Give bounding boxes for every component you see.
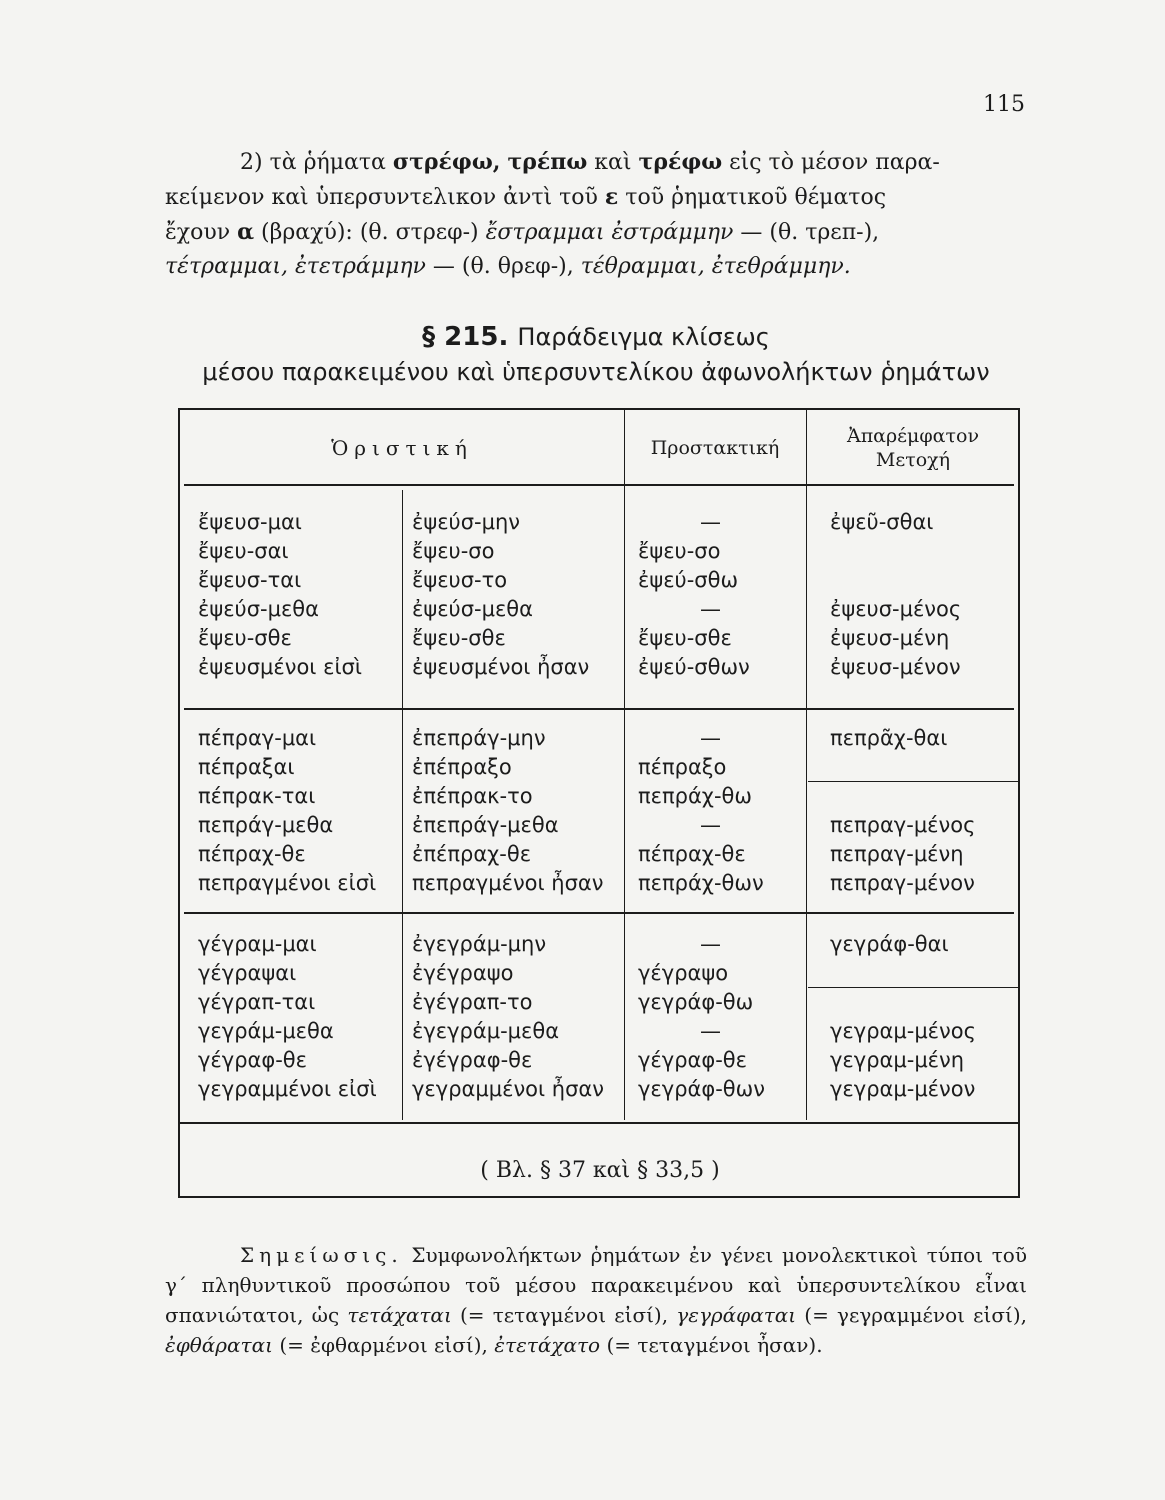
note-label: Σημείωσις.	[240, 1243, 403, 1267]
letter-epsilon: ε	[604, 184, 619, 210]
perfect-column	[198, 724, 376, 898]
intro-text: — (θ. θρεφ-),	[425, 254, 581, 279]
intro-text: (βραχύ): (θ. στρεφ-)	[254, 220, 486, 245]
section-title: Παράδειγμα κλίσεως	[517, 323, 770, 351]
table-cell: ἐπέπρακ-το	[412, 784, 533, 808]
note-paragraph	[165, 1240, 1027, 1360]
table-cell: γεγράμ-μεθα	[198, 1019, 334, 1043]
section-number: § 215.	[422, 322, 509, 352]
header-infinitive: Ἀπαρέμφατον	[846, 425, 980, 447]
table-cell: πεπραγμένοι ἦσαν	[412, 871, 604, 895]
table-cell: ἐψευσμένοι ἦσαν	[412, 655, 590, 679]
table-cell: ἔψευ-σθε	[412, 626, 506, 650]
table-cell: ἐψευσ-μένη	[830, 626, 950, 650]
note-example: ἐφθάραται	[165, 1333, 273, 1357]
infinitive-participle-column	[830, 724, 975, 898]
table-cell: πεπράγ-μεθα	[198, 813, 334, 837]
table-bottom-divider	[180, 1122, 1018, 1124]
table-cell: ἐπεπράγ-μην	[412, 726, 546, 750]
intro-text: κείμενον καὶ ὑπερσυντελικον ἀντὶ τοῦ	[165, 185, 605, 210]
page-number: 115	[983, 92, 1025, 117]
verb-trepo: τρέπω	[507, 149, 588, 175]
table-cell: ἐπέπραχ-θε	[412, 842, 532, 866]
table-cell: γεγραμμένοι ἦσαν	[412, 1077, 605, 1101]
table-reference: ( Βλ. § 37 καὶ § 33,5 )	[480, 1158, 720, 1183]
conjugation-table	[178, 408, 1020, 1198]
table-cell: πέπραχ-θε	[638, 842, 746, 866]
table-cell: ἐπέπραξο	[412, 755, 512, 779]
table-cell: ἐγέγραψο	[412, 961, 514, 985]
note-example: γεγράφαται	[676, 1303, 797, 1327]
block-divider	[184, 912, 1014, 914]
table-block-prasso	[180, 716, 1020, 912]
table-cell: ἐγεγράμ-μην	[412, 932, 547, 956]
table-cell: ἔψευ-σο	[412, 539, 495, 563]
header-participle: Μετοχή	[875, 449, 951, 471]
table-cell: ἐψεύσ-μην	[412, 510, 520, 534]
note-gloss: (= ἐφθαρμένοι εἰσί),	[272, 1333, 495, 1357]
table-cell: πέπρακ-ται	[198, 784, 316, 808]
block-divider	[184, 708, 1014, 710]
header-imperative: Προστακτική	[650, 437, 780, 459]
table-cell: ἐψεύ-σθων	[638, 655, 750, 679]
infinitive-participle-column	[830, 930, 976, 1104]
table-cell: ἔψευ-σθε	[638, 626, 732, 650]
section-subtitle: μέσου παρακειμένου καὶ ὑπερσυντελίκου ἀφωνολήκτων ῥημάτων	[202, 358, 990, 386]
table-cell: πέπραξαι	[198, 755, 295, 779]
table-cell: ἐψευσ-μένον	[830, 655, 961, 679]
header-infinitive-participle	[806, 410, 1020, 486]
table-cell: —	[700, 597, 721, 621]
header-indicative: Ὁριστική	[331, 436, 473, 460]
imperative-column	[638, 930, 765, 1104]
table-cell: ἔψευ-σο	[638, 539, 721, 563]
table-cell: —	[700, 932, 721, 956]
table-cell: ἐψευσμένοι εἰσὶ	[198, 655, 362, 679]
section-heading	[165, 318, 1027, 388]
table-cell: γέγραφ-θε	[638, 1048, 748, 1072]
table-cell: γεγραμ-μένος	[830, 1019, 976, 1043]
table-block-grapho	[180, 922, 1020, 1118]
note-gloss: (= τεταγμένοι ἦσαν).	[600, 1333, 823, 1357]
table-cell: ἐψευσ-μένος	[830, 597, 962, 621]
table-cell: πεπραγμένοι εἰσὶ	[198, 871, 377, 895]
infinitive-divider	[808, 781, 1020, 782]
pluperfect-column	[412, 508, 589, 682]
table-cell: ἔψευ-σθε	[198, 626, 292, 650]
note-gloss: (= γεγραμμένοι εἰσί),	[796, 1303, 1028, 1327]
note-example: ἐτετάχατο	[494, 1333, 601, 1357]
letter-alpha: α	[237, 219, 255, 245]
table-cell: ἐπεπράγ-μεθα	[412, 813, 559, 837]
table-block-pseudomai	[180, 500, 1020, 696]
table-cell: πεπραγ-μένον	[830, 871, 975, 895]
infinitive-divider	[808, 987, 1020, 988]
table-cell: ἐγεγράμ-μεθα	[412, 1019, 560, 1043]
pluperfect-column	[412, 930, 604, 1104]
infinitive-participle-column	[830, 508, 961, 682]
table-cell: πέπραξο	[638, 755, 727, 779]
table-cell: πεπραγ-μένος	[830, 813, 976, 837]
table-cell: γεγράφ-θαι	[830, 932, 949, 956]
intro-example: τέτραμμαι, ἐτετράμμην	[165, 254, 426, 279]
intro-text: εἰς τὸ μέσον παρα-	[722, 150, 940, 175]
table-cell: γέγραπ-ται	[198, 990, 316, 1014]
table-cell: ἐψεύσ-μεθα	[412, 597, 533, 621]
pluperfect-column	[412, 724, 604, 898]
table-cell: ἐγέγραφ-θε	[412, 1048, 533, 1072]
intro-example: ἔστραμμαι ἐστράμμην	[485, 220, 734, 245]
table-cell: πέπραγ-μαι	[198, 726, 317, 750]
intro-example: τέθραμμαι, ἐτεθράμμην.	[580, 254, 851, 279]
table-cell: γέγραψο	[638, 961, 729, 985]
table-cell: γέγραψαι	[198, 961, 297, 985]
table-cell: γέγραμ-μαι	[198, 932, 317, 956]
perfect-column	[198, 508, 362, 682]
table-cell: ἐψεῦ-σθαι	[830, 510, 934, 534]
table-cell: πέπραχ-θε	[198, 842, 306, 866]
intro-text: — (θ. τρεπ-),	[733, 220, 880, 245]
imperative-column	[638, 724, 764, 898]
table-cell: ἔψευσ-το	[412, 568, 508, 592]
table-cell: πεπραγ-μένη	[830, 842, 964, 866]
verb-strepho: στρέφω,	[392, 149, 501, 175]
table-cell: ἔψευσ-ται	[198, 568, 302, 592]
table-cell: γεγραμ-μένον	[830, 1077, 976, 1101]
note-text: Συμφωνολήκτων ῥημάτων ἐν γένει μονολεκτικοὶ τύποι τοῦ γ΄ πληθυντικοῦ προσώπου τοῦ μέσου παρακειμένου καὶ ὑπερσυντελίκου εἶναι σπανιώτατοι, ὡς	[165, 1243, 1027, 1327]
table-cell: πεπράχ-θω	[638, 784, 752, 808]
table-cell: πεπρᾶχ-θαι	[830, 726, 948, 750]
table-cell: πεπράχ-θων	[638, 871, 764, 895]
perfect-column	[198, 930, 377, 1104]
table-cell: ἐψεύ-σθω	[638, 568, 739, 592]
note-gloss: (= τεταγμένοι εἰσί),	[451, 1303, 677, 1327]
intro-text: ἔχουν	[165, 220, 238, 245]
header-divider	[184, 484, 1014, 486]
table-cell: —	[700, 510, 721, 534]
table-cell: ἐψεύσ-μεθα	[198, 597, 319, 621]
table-cell: γεγραμ-μένη	[830, 1048, 965, 1072]
table-cell: ἔψευσ-μαι	[198, 510, 302, 534]
table-cell: —	[700, 726, 721, 750]
table-cell: γεγράφ-θω	[638, 990, 754, 1014]
table-cell: γεγράφ-θων	[638, 1077, 765, 1101]
note-example: τετάχαται	[347, 1303, 452, 1327]
table-cell: ἔψευ-σαι	[198, 539, 289, 563]
table-cell: —	[700, 1019, 721, 1043]
intro-paragraph	[165, 145, 1027, 284]
intro-text: 2) τὰ ῥήματα	[240, 150, 393, 175]
table-cell: —	[700, 813, 721, 837]
table-cell: γέγραφ-θε	[198, 1048, 308, 1072]
table-cell: ἐγέγραπ-το	[412, 990, 533, 1014]
intro-text: καὶ	[587, 150, 639, 175]
intro-text: τοῦ ῥηματικοῦ θέματος	[618, 185, 887, 210]
verb-trepho: τρέφω	[638, 149, 723, 175]
table-cell: γεγραμμένοι εἰσὶ	[198, 1077, 377, 1101]
imperative-column	[638, 508, 750, 682]
